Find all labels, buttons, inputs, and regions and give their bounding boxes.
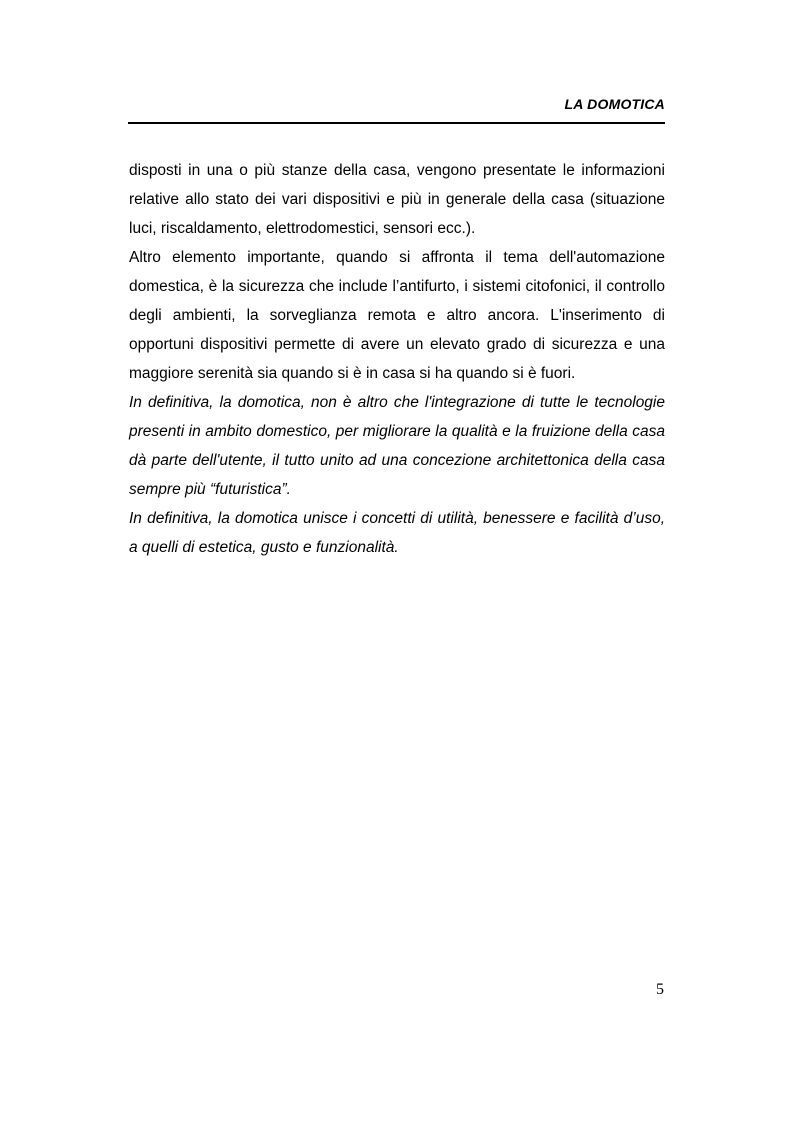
- body-text: [129, 156, 665, 562]
- header-rule: [128, 122, 665, 124]
- paragraph-1: disposti in una o più stanze della casa, vengono presentate le informazioni relative allo stato dei vari dispositivi e più in generale della casa (situazione luci, riscaldamento, elettrodomestici, sensori ecc.).: [129, 162, 665, 237]
- paragraph-2: Altro elemento importante, quando si affronta il tema dell'automazione domestica, è la sicurezza che include l’antifurto, i sistemi citofonici, il controllo degli ambienti, la sorveglianza remota e altro ancora. L'inserimento di opportuni dispositivi permette di avere un elevato grado di sicurezza e una maggiore serenità sia quando si è in casa si ha quando si è fuori.: [129, 249, 665, 382]
- running-header-title: LA DOMOTICA: [564, 96, 665, 112]
- paragraph-4: In definitiva, la domotica unisce i concetti di utilità, benessere e facilità d’uso, a quelli di estetica, gusto e funzionalità.: [129, 510, 665, 556]
- page-number: 5: [656, 981, 664, 998]
- paragraph-3: In definitiva, la domotica, non è altro che l'integrazione di tutte le tecnologie presenti in ambito domestico, per migliorare la qualità e la fruizione della casa dà parte dell'utente, il tutto unito ad una concezione architettonica della casa sempre più “futuristica”.: [129, 394, 665, 498]
